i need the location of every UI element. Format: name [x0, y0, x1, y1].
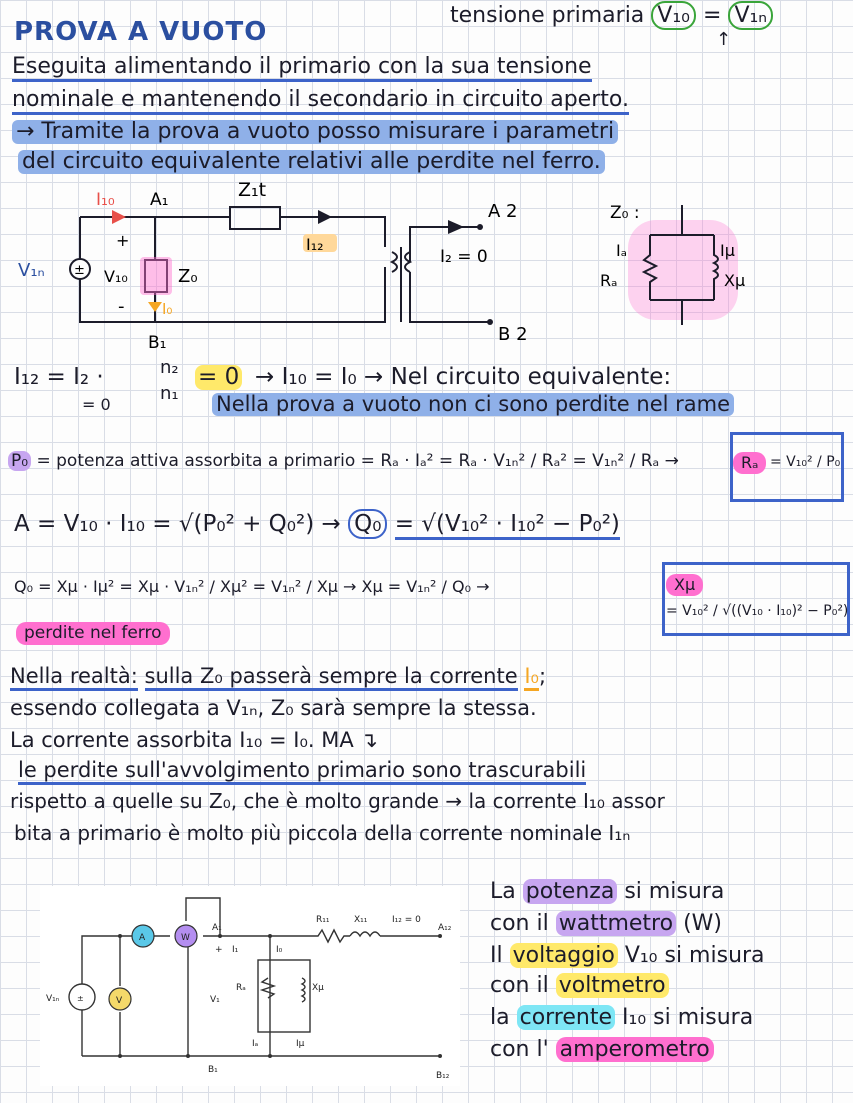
m2a: con il [490, 911, 549, 936]
z0-xmu: Xμ [724, 271, 746, 290]
label-b2: B 2 [498, 324, 528, 345]
z0-title: Z₀ : [610, 203, 640, 223]
para-p1b: sulla Z₀ passerà sempre la corrente [145, 664, 518, 691]
m6b: amperometro [556, 1037, 714, 1062]
eq4-xmu: Xμ [666, 574, 703, 596]
label-v1n: V₁ₙ [18, 260, 45, 281]
m1c: si misura [624, 879, 725, 904]
eq2-p0: P₀ [8, 451, 31, 471]
i2-arrow [448, 220, 464, 234]
label-a2: A 2 [488, 201, 518, 222]
m5a: la [490, 1005, 510, 1030]
c2-v: V [116, 996, 123, 1006]
eq1-note: Nella prova a vuoto non ci sono perdite nel rame [212, 393, 734, 416]
z0-ra: Rₐ [600, 271, 618, 290]
c2-i1: I₁ [232, 945, 239, 955]
eq3-rhs: = √(V₁₀² · I₁₀² − P₀²) [395, 511, 620, 540]
header-note-label: tensione primaria [450, 3, 645, 28]
para-line-3: La corrente assorbita I₁₀ = I₀. MA ↴ [10, 728, 379, 752]
eq4-tag: perdite nel ferro [16, 622, 170, 645]
m6a: con l' [490, 1037, 549, 1062]
i0-arrow [148, 302, 162, 312]
m5c: I₁₀ si misura [622, 1005, 754, 1030]
c2-b1: B₁ [208, 1065, 218, 1075]
m1a: La [490, 879, 516, 904]
z0-imu: Iμ [720, 241, 735, 260]
eq1-under: = 0 [82, 395, 111, 414]
equivalent-circuit-diagram [0, 172, 560, 357]
c2-a: A [139, 933, 146, 943]
c2-x1: X₁₁ [354, 915, 368, 925]
eq1-frac-den: n₁ [160, 383, 179, 404]
measurement-circuit-diagram [40, 886, 460, 1086]
intro-line-4: del circuito equivalente relativi alle perdite nel ferro. [18, 150, 605, 174]
eq1-lhs: I₁₂ = I₂ · [14, 364, 104, 390]
i10-arrow [112, 210, 126, 224]
eq2-ra: Rₐ [733, 452, 766, 474]
label-b1: B₁ [148, 333, 167, 353]
c2-xmu: Xμ [312, 983, 324, 993]
z0-detail-diagram [598, 200, 778, 330]
eq3-q0: Q₀ [348, 509, 387, 539]
page-title: PROVA A VUOTO [14, 17, 268, 47]
label-z1t: Z₁t [238, 179, 267, 201]
m5b: corrente [517, 1005, 615, 1030]
para-p1c: I₀ [524, 664, 539, 691]
intro-line-1: Eseguita alimentando il primario con la sua tensione [12, 55, 592, 82]
eq2-label: = potenza attiva assorbita a primario = [36, 451, 375, 471]
eq3-line [14, 512, 620, 537]
label-a1: A₁ [150, 190, 169, 210]
m2c: (W) [683, 911, 722, 936]
m1b: potenza [523, 879, 618, 904]
source-symbol: ± [74, 263, 85, 278]
c2-a1: A₁ [212, 923, 222, 933]
eq4-lhs: Q₀ = Xμ · Iμ² = Xμ · V₁ₙ² / Xμ² = V₁ₙ² / Xμ → Xμ = V₁ₙ² / Q₀ → [14, 577, 490, 596]
para-line-1: Nella realtà: sulla Z₀ passerà sempre la corrente I₀; [10, 665, 546, 688]
eq1-zero: = 0 [195, 365, 242, 390]
c2-ra: Rₐ [236, 983, 246, 993]
measure-line-1 [490, 880, 724, 904]
c2-b12: B₁₂ [436, 1071, 450, 1081]
header-note [450, 4, 773, 28]
label-i2: I₂ = 0 [440, 247, 488, 267]
eq2-text [8, 452, 679, 471]
m2b: wattmetro [556, 911, 676, 936]
m3a: Il [490, 943, 503, 968]
eq2-chain: Rₐ · Iₐ² = Rₐ · V₁ₙ² / Rₐ² = V₁ₙ² / Rₐ → [380, 451, 679, 471]
header-v10: V₁₀ [651, 1, 696, 30]
label-i10: I₁₀ [96, 190, 115, 210]
c2-v1: V₁ [210, 995, 220, 1005]
z1t-impedance [230, 207, 280, 229]
c2-w: W [181, 933, 190, 943]
header-v1n: V₁ₙ [728, 1, 773, 30]
measure-line-5 [490, 1006, 753, 1030]
header-eq: = [703, 3, 722, 28]
para-line-2: essendo collegata a V₁ₙ, Z₀ sarà sempre la stessa. [10, 696, 537, 720]
z0-ia: Iₐ [616, 241, 627, 260]
label-plus: + [116, 231, 130, 250]
para-line-4: le perdite sull'avvolgimento primario sono trascurabili [18, 759, 586, 785]
header-arrow: ↑ [716, 29, 732, 50]
intro-line-3: → Tramite la prova a vuoto posso misurare i parametri [12, 120, 618, 144]
measure-line-6 [490, 1038, 714, 1062]
label-z0: Z₀ [178, 266, 198, 287]
eq2-result: = V₁₀² / P₀ [770, 454, 841, 470]
label-minus: - [118, 296, 125, 317]
m3b: voltaggio [510, 943, 618, 968]
eq4-result: = V₁₀² / √((V₁₀ · I₁₀)² − P₀²) [666, 603, 849, 619]
measure-line-4 [490, 974, 669, 998]
i12-arrow [318, 210, 332, 224]
label-v10: V₁₀ [104, 267, 128, 286]
m4a: con il [490, 973, 549, 998]
eq3-lhs: A = V₁₀ · I₁₀ = √(P₀² + Q₀²) → [14, 511, 341, 537]
c2-i12: I₁₂ = 0 [392, 915, 421, 925]
para-p1a: Nella realtà: [10, 664, 138, 691]
label-i12: I₁₂ [306, 235, 324, 254]
measure-line-3 [490, 944, 765, 968]
para-line-6: bita a primario è molto più piccola della corrente nominale I₁ₙ [14, 821, 631, 845]
c2-v1n: V₁ₙ [46, 994, 60, 1004]
intro-line-2: nominale e mantenendo il secondario in circuito aperto. [12, 88, 629, 115]
c2-r1: R₁₁ [316, 915, 330, 925]
para-line-5: rispetto a quelle su Z₀, che è molto grande → la corrente I₁₀ assor [10, 789, 665, 813]
m4b: voltmetro [556, 973, 669, 998]
c2-plus: + [215, 945, 223, 955]
label-i0: I₀ [162, 300, 173, 318]
c2-ia: Iₐ [252, 1039, 259, 1049]
c2-imu: Iμ [296, 1039, 305, 1049]
c2-a12: A₁₂ [438, 923, 452, 933]
eq1-frac-num: n₂ [160, 357, 179, 378]
svg-text:±: ± [77, 994, 84, 1003]
measure-line-2 [490, 912, 722, 936]
m3c: V₁₀ si misura [624, 943, 765, 968]
c2-i0: I₀ [276, 945, 283, 955]
eq1-rhs: → I₁₀ = I₀ → Nel circuito equivalente: [255, 364, 672, 390]
